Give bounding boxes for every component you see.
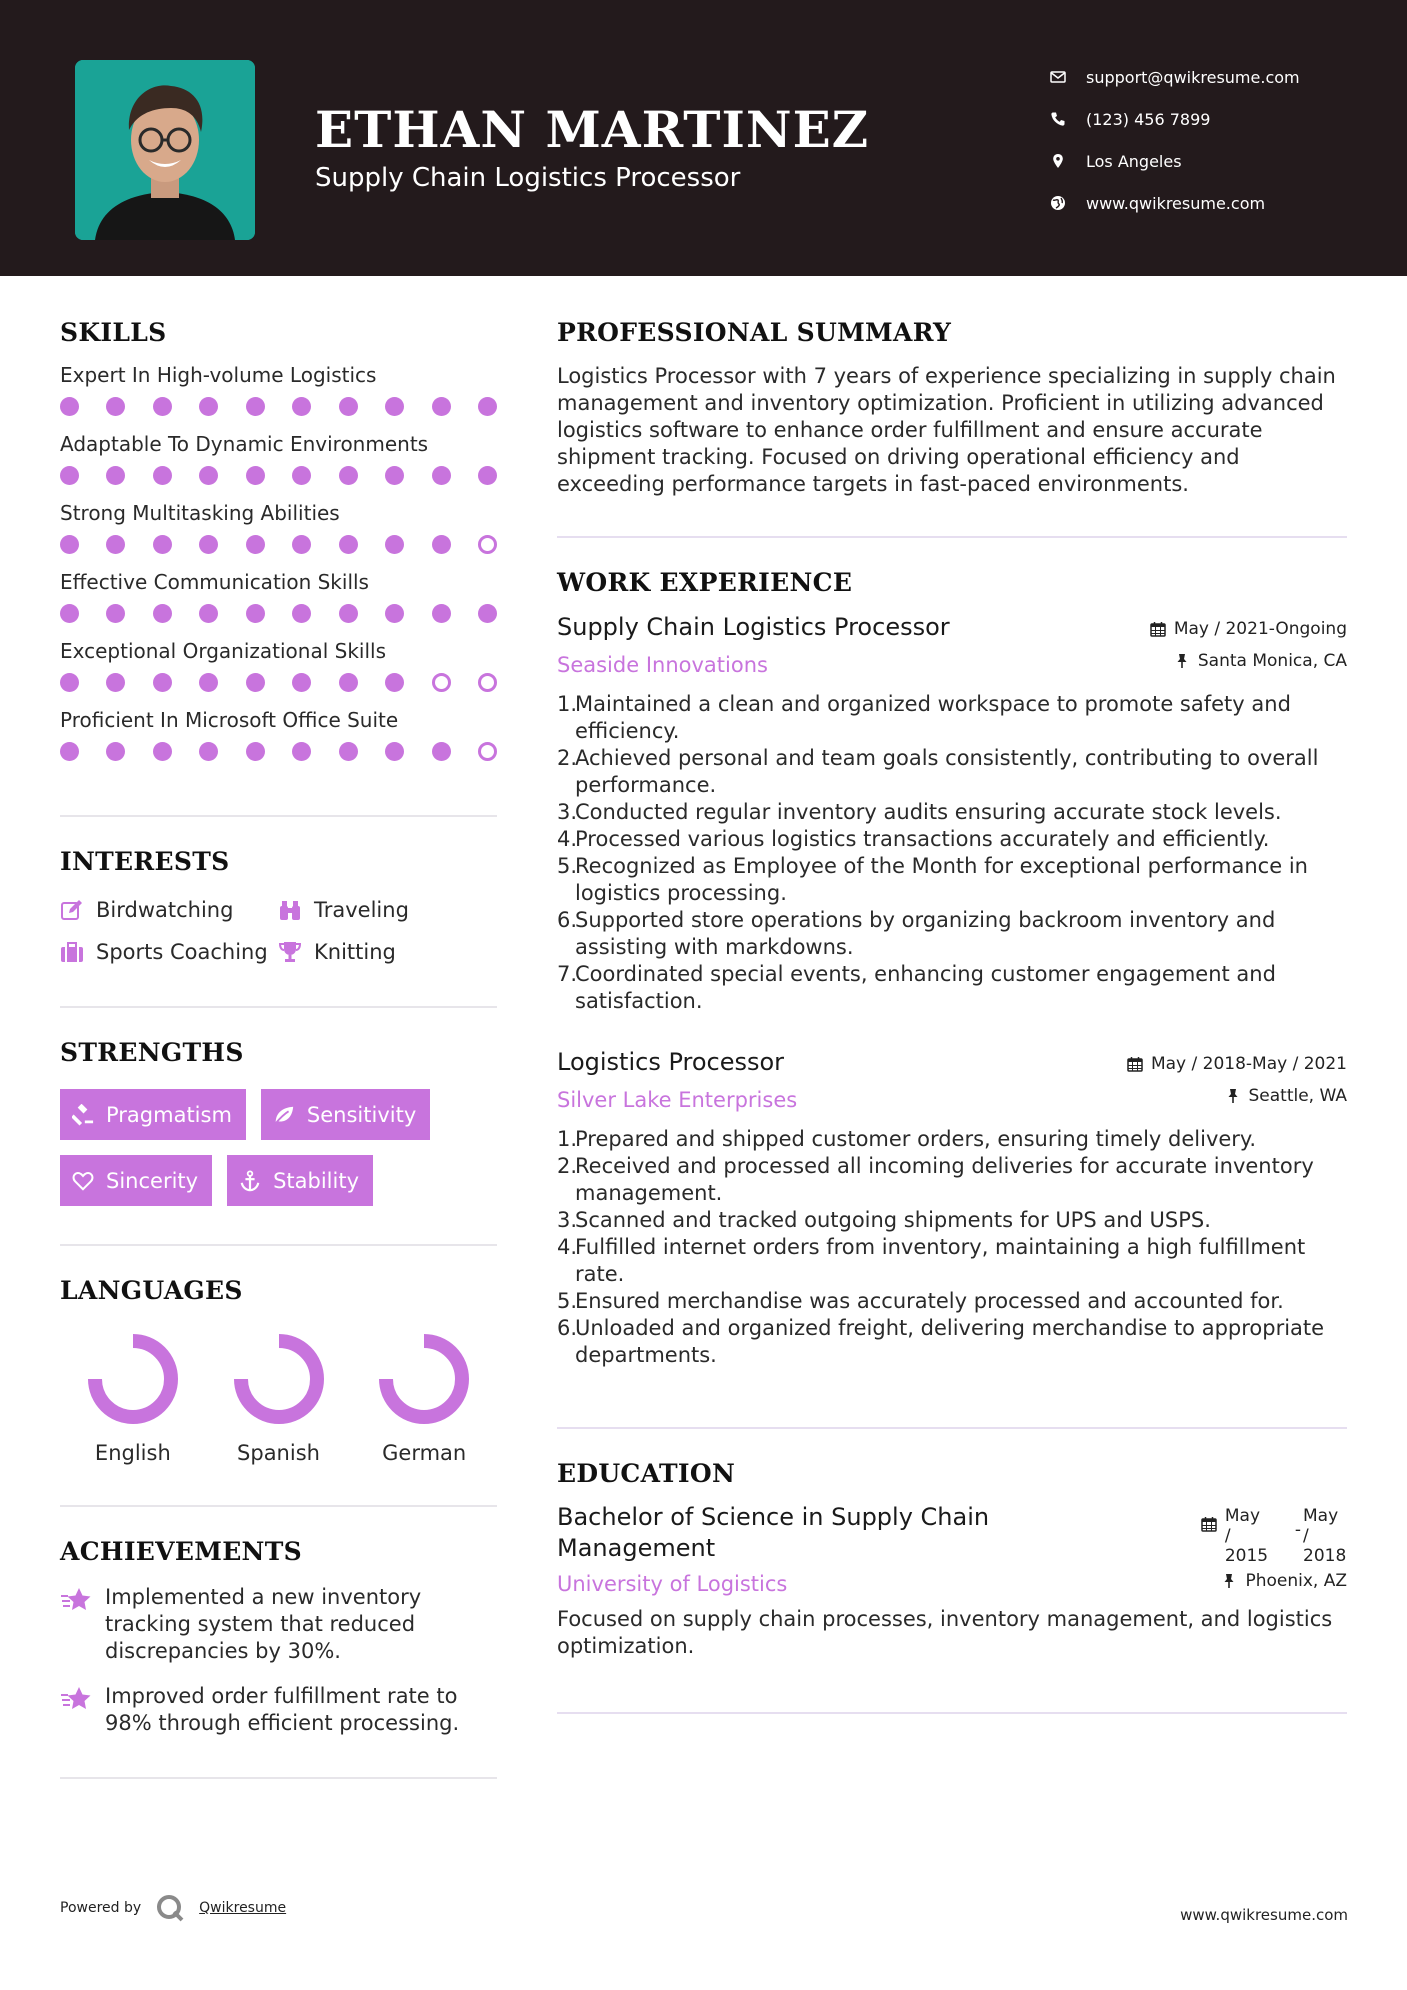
divider — [60, 1006, 497, 1008]
rating-dot-filled — [432, 397, 451, 416]
bullet-number: 2. — [557, 746, 578, 770]
pushpin-icon — [1174, 653, 1190, 669]
strength-tag — [261, 1089, 430, 1140]
summary-section — [557, 318, 1347, 498]
rating-dot-filled — [292, 535, 311, 554]
rating-dot-empty — [478, 742, 497, 761]
bullet-text: Fulfilled internet orders from inventory, maintaining a high fulfillment rate. — [575, 1235, 1306, 1286]
skill-name: Expert In High-volume Logistics — [60, 363, 377, 387]
job-bullet — [557, 853, 1347, 907]
contact-email-text: support@qwikresume.com — [1086, 67, 1300, 87]
pushpin-icon — [1221, 1573, 1237, 1589]
rating-dot-filled — [246, 673, 265, 692]
job-bullet — [557, 1153, 1347, 1207]
calendar-icon — [1127, 1056, 1143, 1072]
languages-section — [60, 1276, 497, 1465]
language-item — [206, 1331, 352, 1465]
strength-tag — [60, 1155, 212, 1206]
skill-item — [60, 432, 497, 485]
language-item — [60, 1331, 206, 1465]
interest-item — [60, 940, 278, 964]
divider — [557, 536, 1347, 538]
divider — [60, 815, 497, 817]
job-dates — [1150, 619, 1347, 639]
education-dates — [1201, 1506, 1347, 1566]
interest-label: Traveling — [314, 898, 409, 922]
bullet-text: Maintained a clean and organized workspace to promote safety and efficiency. — [575, 692, 1291, 743]
binoculars-icon — [278, 898, 314, 922]
language-level-ring — [231, 1331, 327, 1427]
achievement-text: Improved order fulfillment rate to 98% through efficient processing. — [105, 1684, 460, 1735]
education-description: Focused on supply chain processes, inventory management, and logistics optimization. — [557, 1607, 1333, 1658]
divider — [60, 1505, 497, 1507]
strength-label: Stability — [273, 1168, 360, 1193]
job-bullet — [557, 799, 1347, 826]
rating-dot-filled — [199, 673, 218, 692]
education-date-start: May / 2015 — [1224, 1506, 1269, 1566]
rating-dot-filled — [339, 466, 358, 485]
skill-rating — [60, 466, 497, 485]
rating-dot-filled — [385, 397, 404, 416]
bullet-number: 1. — [557, 1127, 578, 1151]
bullet-number: 1. — [557, 692, 578, 716]
resume-header — [0, 0, 1407, 276]
job-entry — [557, 1048, 1347, 1369]
skills-list — [60, 363, 497, 761]
heart-icon — [72, 1170, 94, 1192]
rating-dot-filled — [199, 466, 218, 485]
rating-dot-filled — [106, 466, 125, 485]
footer-url[interactable]: www.qwikresume.com — [1180, 1906, 1348, 1924]
strength-tag — [60, 1089, 246, 1140]
strength-tag — [227, 1155, 373, 1206]
rating-dot-filled — [153, 535, 172, 554]
skill-rating — [60, 397, 497, 416]
skills-section — [60, 318, 497, 761]
summary-text: Logistics Processor with 7 years of experience specializing in supply chain management and inventory optimization. Proficient in utilizing advanced logistics software to enhance order fulfillment and ensure accurate shipment tracking. Focused on driving operational efficiency and exceeding performance targets in fast-paced environments. — [557, 364, 1336, 496]
rating-dot-filled — [385, 535, 404, 554]
contact-location-text: Los Angeles — [1086, 151, 1182, 171]
skill-name: Exceptional Organizational Skills — [60, 639, 386, 663]
rating-dot-filled — [478, 397, 497, 416]
education-location — [1221, 1571, 1347, 1591]
rating-dot-filled — [292, 673, 311, 692]
divider — [557, 1712, 1347, 1714]
rating-dot-filled — [246, 742, 265, 761]
achievement-item — [60, 1683, 497, 1737]
interest-item — [278, 898, 478, 922]
rating-dot-filled — [339, 535, 358, 554]
language-level-ring — [85, 1331, 181, 1427]
bullet-number: 4. — [557, 1235, 578, 1259]
rating-dot-filled — [153, 604, 172, 623]
bullet-number: 5. — [557, 854, 578, 878]
bullet-number: 3. — [557, 800, 578, 824]
bullet-text: Supported store operations by organizing backroom inventory and assisting with markdowns. — [575, 908, 1276, 959]
rating-dot-filled — [478, 466, 497, 485]
leaf-icon — [273, 1104, 295, 1126]
bullet-text: Received and processed all incoming deliveries for accurate inventory management. — [575, 1154, 1314, 1205]
left-column — [60, 318, 497, 1779]
divider — [557, 1427, 1347, 1429]
rating-dot-filled — [385, 466, 404, 485]
rating-dot-filled — [339, 673, 358, 692]
bullet-number: 2. — [557, 1154, 578, 1178]
star-icon — [60, 1584, 105, 1665]
rating-dot-filled — [385, 604, 404, 623]
rating-dot-filled — [106, 742, 125, 761]
globe-icon — [1050, 195, 1086, 211]
calendar-icon — [1150, 621, 1166, 637]
school-name: University of Logistics — [557, 1572, 788, 1596]
skill-rating — [60, 535, 497, 554]
education-location-text: Phoenix, AZ — [1245, 1571, 1347, 1591]
bullet-number: 5. — [557, 1289, 578, 1313]
qwikresume-link[interactable]: Qwikresume — [199, 1900, 287, 1916]
skill-rating — [60, 742, 497, 761]
pencil-square-icon — [60, 898, 96, 922]
contact-phone-text: (123) 456 7899 — [1086, 109, 1211, 129]
rating-dot-filled — [478, 604, 497, 623]
job-bullets — [557, 691, 1347, 1015]
footer-powered-by — [60, 1893, 286, 1923]
achievements-title: ACHIEVEMENTS — [60, 1537, 302, 1566]
achievement-text: Implemented a new inventory tracking system that reduced discrepancies by 30%. — [105, 1585, 422, 1663]
bullet-text: Recognized as Employee of the Month for exceptional performance in logistics processing. — [575, 854, 1308, 905]
rating-dot-filled — [199, 604, 218, 623]
job-bullet — [557, 745, 1347, 799]
bullet-text: Ensured merchandise was accurately processed and accounted for. — [575, 1289, 1284, 1313]
language-name: German — [382, 1441, 467, 1465]
achievements-section — [60, 1537, 497, 1737]
language-level-arc — [386, 1341, 462, 1417]
rating-dot-filled — [60, 673, 79, 692]
rating-dot-empty — [478, 673, 497, 692]
bullet-number: 3. — [557, 1208, 578, 1232]
bullet-number: 7. — [557, 962, 578, 986]
skill-name: Proficient In Microsoft Office Suite — [60, 708, 399, 732]
pushpin-icon — [1225, 1088, 1241, 1104]
rating-dot-filled — [292, 466, 311, 485]
education-title: EDUCATION — [557, 1459, 736, 1488]
bullet-text: Unloaded and organized freight, delivering merchandise to appropriate departments. — [575, 1316, 1325, 1367]
education-entry — [557, 1502, 1347, 1660]
interests-title: INTERESTS — [60, 847, 230, 876]
skill-item — [60, 708, 497, 761]
bullet-number: 6. — [557, 908, 578, 932]
rating-dot-filled — [106, 535, 125, 554]
interest-item — [278, 940, 478, 964]
job-bullet — [557, 961, 1347, 1015]
language-level-arc — [241, 1341, 317, 1417]
job-bullet — [557, 1288, 1347, 1315]
experience-title: WORK EXPERIENCE — [557, 568, 853, 597]
job-bullet — [557, 1315, 1347, 1369]
rating-dot-empty — [478, 535, 497, 554]
job-location — [1174, 651, 1347, 671]
bullet-text: Processed various logistics transactions accurately and efficiently. — [575, 827, 1270, 851]
rating-dot-filled — [153, 397, 172, 416]
job-bullets — [557, 1126, 1347, 1369]
rating-dot-filled — [60, 604, 79, 623]
envelope-icon — [1050, 69, 1086, 85]
skill-item — [60, 501, 497, 554]
strength-label: Sensitivity — [306, 1102, 417, 1127]
job-location — [1225, 1086, 1348, 1106]
education-section — [557, 1459, 1347, 1660]
languages-title: LANGUAGES — [60, 1276, 243, 1305]
rating-dot-filled — [60, 397, 79, 416]
education-date-separator: - — [1294, 1520, 1301, 1540]
job-entry — [557, 613, 1347, 1015]
job-bullet — [557, 1207, 1347, 1234]
candidate-name: ETHAN MARTINEZ — [315, 100, 870, 159]
rating-dot-filled — [432, 535, 451, 554]
interest-item — [60, 898, 278, 922]
skill-name: Adaptable To Dynamic Environments — [60, 432, 429, 456]
contact-website-text: www.qwikresume.com — [1086, 193, 1266, 213]
rating-dot-empty — [432, 673, 451, 692]
job-location-text: Santa Monica, CA — [1197, 651, 1347, 671]
language-level-ring — [376, 1331, 472, 1427]
strengths-title: STRENGTHS — [60, 1038, 244, 1067]
strength-label: Pragmatism — [106, 1102, 232, 1127]
job-bullet — [557, 1126, 1347, 1153]
gavel-icon — [72, 1104, 94, 1126]
rating-dot-filled — [339, 397, 358, 416]
rating-dot-filled — [432, 742, 451, 761]
job-company: Silver Lake Enterprises — [557, 1088, 798, 1112]
rating-dot-filled — [60, 535, 79, 554]
right-column — [557, 318, 1347, 1714]
job-dates-text: May / 2018-May / 2021 — [1150, 1054, 1347, 1074]
contact-location — [1050, 140, 1300, 182]
language-level-arc — [95, 1341, 171, 1417]
strengths-section — [60, 1038, 497, 1206]
skill-rating — [60, 673, 497, 692]
job-bullet — [557, 691, 1347, 745]
rating-dot-filled — [432, 604, 451, 623]
bullet-text: Coordinated special events, enhancing customer engagement and satisfaction. — [575, 962, 1276, 1013]
rating-dot-filled — [339, 742, 358, 761]
rating-dot-filled — [199, 397, 218, 416]
profile-photo — [75, 60, 255, 240]
powered-by-text: Powered by — [60, 1900, 142, 1916]
rating-dot-filled — [153, 466, 172, 485]
location-pin-icon — [1050, 153, 1086, 169]
suitcase-icon — [60, 940, 96, 964]
rating-dot-filled — [199, 742, 218, 761]
rating-dot-filled — [246, 466, 265, 485]
job-bullet — [557, 1234, 1347, 1288]
skill-name: Strong Multitasking Abilities — [60, 501, 340, 525]
bullet-number: 4. — [557, 827, 578, 851]
rating-dot-filled — [292, 397, 311, 416]
trophy-icon — [278, 940, 314, 964]
bullet-text: Conducted regular inventory audits ensuring accurate stock levels. — [575, 800, 1282, 824]
rating-dot-filled — [199, 535, 218, 554]
calendar-icon — [1201, 1516, 1217, 1532]
bullet-number: 6. — [557, 1316, 578, 1340]
rating-dot-filled — [153, 673, 172, 692]
interest-label: Sports Coaching — [96, 940, 268, 964]
rating-dot-filled — [106, 673, 125, 692]
rating-dot-filled — [246, 604, 265, 623]
skills-title: SKILLS — [60, 318, 167, 347]
job-dates — [1127, 1054, 1347, 1074]
achievement-item — [60, 1584, 497, 1665]
anchor-icon — [239, 1170, 261, 1192]
rating-dot-filled — [60, 742, 79, 761]
job-company: Seaside Innovations — [557, 653, 768, 677]
job-bullet — [557, 826, 1347, 853]
degree-title: Bachelor of Science in Supply Chain Management — [557, 1503, 990, 1562]
phone-icon — [1050, 111, 1086, 127]
summary-title: PROFESSIONAL SUMMARY — [557, 318, 952, 347]
contact-list — [1050, 56, 1300, 224]
contact-phone[interactable] — [1050, 98, 1300, 140]
divider — [60, 1777, 497, 1779]
skill-item — [60, 639, 497, 692]
rating-dot-filled — [292, 604, 311, 623]
language-name: English — [94, 1441, 171, 1465]
rating-dot-filled — [339, 604, 358, 623]
job-dates-text: May / 2021-Ongoing — [1173, 619, 1347, 639]
rating-dot-filled — [246, 535, 265, 554]
candidate-title: Supply Chain Logistics Processor — [315, 163, 741, 193]
language-name: Spanish — [237, 1441, 320, 1465]
rating-dot-filled — [106, 397, 125, 416]
languages-list — [60, 1331, 497, 1465]
bullet-text: Prepared and shipped customer orders, ensuring timely delivery. — [575, 1127, 1257, 1151]
rating-dot-filled — [246, 397, 265, 416]
rating-dot-filled — [292, 742, 311, 761]
qwikresume-logo-icon — [155, 1893, 185, 1923]
divider — [60, 1244, 497, 1246]
job-bullet — [557, 907, 1347, 961]
rating-dot-filled — [385, 742, 404, 761]
rating-dot-filled — [153, 742, 172, 761]
job-title: Logistics Processor — [557, 1048, 785, 1076]
rating-dot-filled — [60, 466, 79, 485]
skill-item — [60, 363, 497, 416]
interests-section — [60, 847, 497, 964]
avatar — [75, 60, 255, 240]
contact-email[interactable] — [1050, 56, 1300, 98]
skill-item — [60, 570, 497, 623]
interest-label: Knitting — [314, 940, 396, 964]
rating-dot-filled — [432, 466, 451, 485]
experience-section — [557, 568, 1347, 1369]
star-icon — [60, 1683, 105, 1737]
bullet-text: Achieved personal and team goals consistently, contributing to overall performance. — [575, 746, 1319, 797]
education-date-end: May / 2018 — [1303, 1506, 1347, 1566]
job-title: Supply Chain Logistics Processor — [557, 613, 950, 641]
interest-label: Birdwatching — [96, 898, 234, 922]
contact-website[interactable] — [1050, 182, 1300, 224]
skill-name: Effective Communication Skills — [60, 570, 369, 594]
job-location-text: Seattle, WA — [1248, 1086, 1347, 1106]
rating-dot-filled — [385, 673, 404, 692]
bullet-text: Scanned and tracked outgoing shipments for UPS and USPS. — [575, 1208, 1211, 1232]
language-item — [351, 1331, 497, 1465]
skill-rating — [60, 604, 497, 623]
rating-dot-filled — [106, 604, 125, 623]
strength-label: Sincerity — [106, 1168, 199, 1193]
